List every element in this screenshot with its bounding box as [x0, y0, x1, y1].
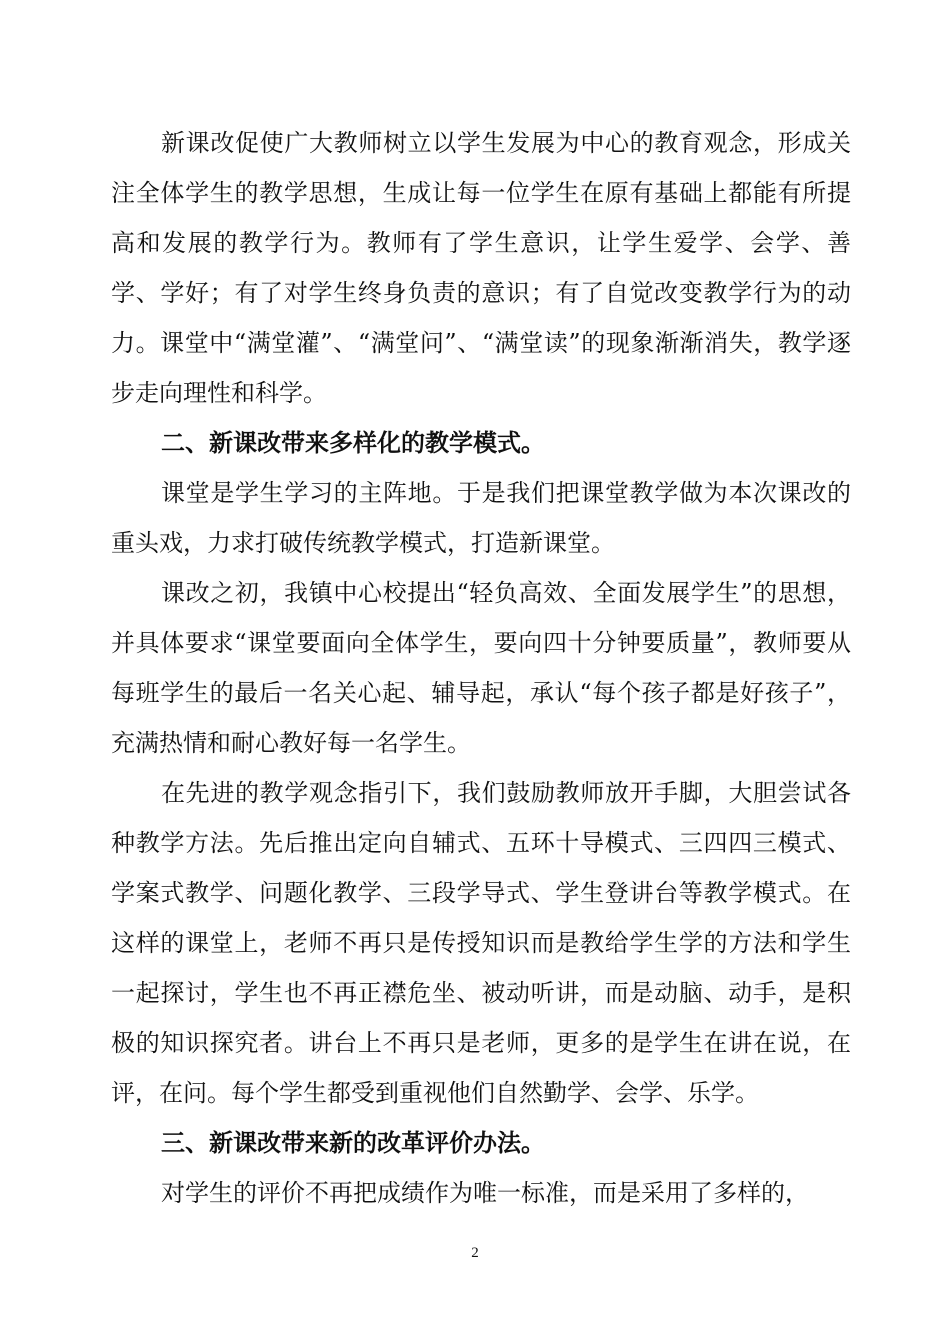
paragraph-teaching-methods: 在先进的教学观念指引下，我们鼓励教师放开手脚，大胆尝试各种教学方法。先后推出定向自辅式、五环十导模式、三四四三模式、学案式教学、问题化教学、三段学导式、学生登讲台等教学模式。在这样的课堂上，老师不再只是传授知识而是教给学生学的方法和学生一起探讨，学生也不再正襟危坐、被动听讲，而是动脑、动手，是积极的知识探究者。讲台上不再只是老师，更多的是学生在讲在说，在评，在问。每个学生都受到重视他们自然勤学、会学、乐学。 [111, 779, 851, 1107]
paragraph-teacher-concepts: 新课改促使广大教师树立以学生发展为中心的教育观念，形成关注全体学生的教学思想，生成让每一位学生在原有基础上都能有所提高和发展的教学行为。教师有了学生意识，让学生爱学、会学、善学、学好；有了对学生终身负责的意识；有了自觉改变教学行为的动力。课堂中“满堂灌”、“满堂问”、“满堂读”的现象渐渐消失，教学逐步走向理性和科学。 [111, 129, 851, 407]
section-heading-teaching-modes: 二、新课改带来多样化的教学模式。 [161, 429, 545, 457]
section-heading-evaluation-methods: 三、新课改带来新的改革评价办法。 [161, 1129, 545, 1157]
document-body [111, 118, 851, 1218]
page-number: 2 [471, 1245, 479, 1261]
paragraph-classroom-main-position: 课堂是学生学习的主阵地。于是我们把课堂教学做为本次课改的重头戏，力求打破传统教学模式，打造新课堂。 [111, 479, 851, 557]
paragraph-student-evaluation: 对学生的评价不再把成绩作为唯一标准，而是采用了多样的， [161, 1179, 809, 1207]
paragraph-reform-beginning: 课改之初，我镇中心校提出“轻负高效、全面发展学生”的思想，并具体要求“课堂要面向全体学生，要向四十分钟要质量”，教师要从每班学生的最后一名关心起、辅导起，承认“每个孩子都是好孩子”，充满热情和耐心教好每一名学生。 [111, 579, 851, 757]
